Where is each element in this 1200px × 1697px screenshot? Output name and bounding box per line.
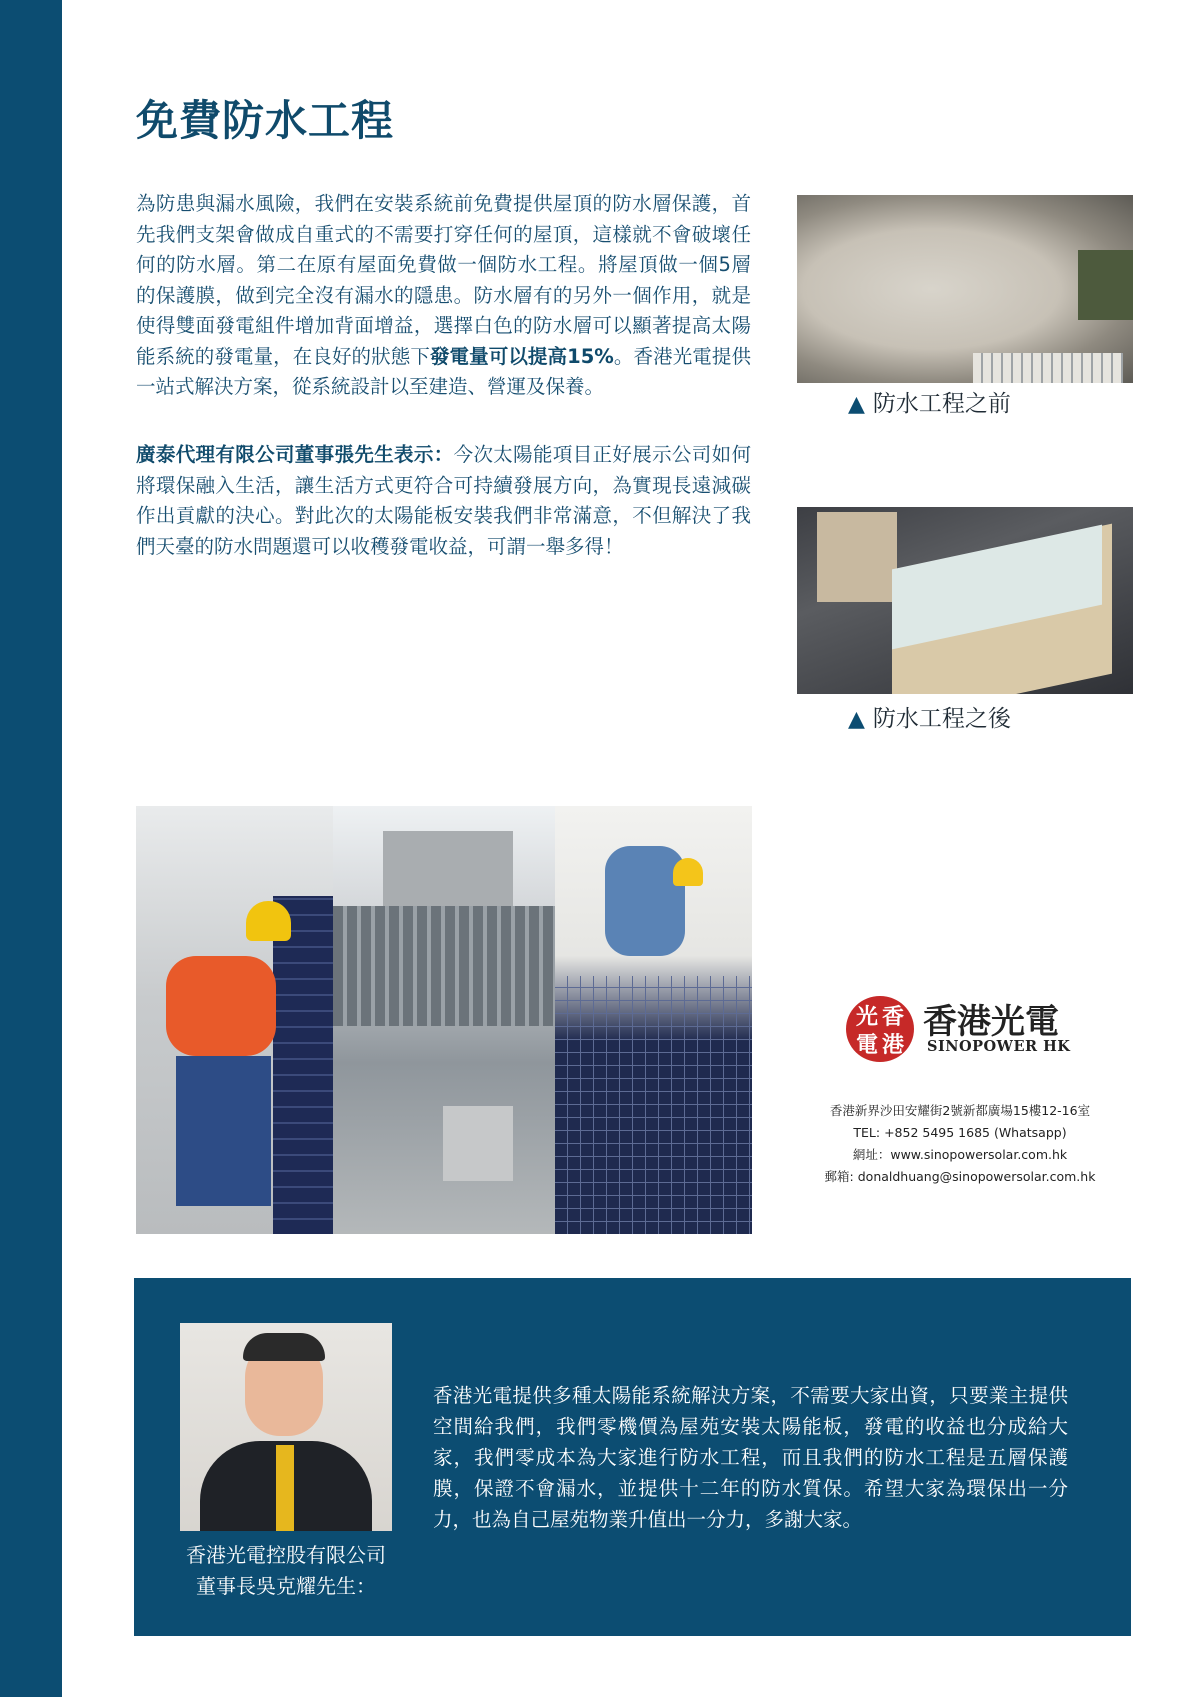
city-buildings (383, 831, 513, 906)
logo-chinese-name: 香港光電 (923, 1002, 1059, 1042)
contact-email: 郵箱: donaldhuang@sinopowersolar.com.hk (824, 1169, 1096, 1184)
hard-hat (246, 901, 291, 941)
chairman-caption (160, 1540, 412, 1602)
seal-char: 光 (856, 1004, 879, 1030)
neighbor-building (817, 512, 897, 602)
description-text: 為防患與漏水風險，我們在安裝系統前免費提供屋頂的防水層保護，首先我們支架會做成自重式的不需要打穿任何的屋頂，這樣就不會破壞任何的防水層。第二在原有屋面免費做一個防水工程。將屋頂做一個5層的保護膜，做到完全沒有漏水的隱患。防水層有的另外一個作用，就是使得雙面發電組件增加背面增益，選擇白色的防水層可以顯著提高太陽能系統的發電量，在良好的狀態下 (136, 192, 751, 368)
testimonial-paragraph (136, 440, 751, 562)
chairman-statement: 香港光電提供多種太陽能系統解決方案，不需要大家出資，只要業主提供空間給我們，我們零機價為屋苑安裝太陽能板，發電的收益也分成給大家，我們零成本為大家進行防水工程，而且我們的防水工程是五層保護膜，保證不會漏水，並提供十二年的防水質保。希望大家為環保出一分力，也為自己屋苑物業升值出一分力，多謝大家。 (433, 1384, 1068, 1531)
page-title: 免費防水工程 (136, 96, 395, 145)
description-end: 。香港光電提供一站式解決方案，從系統設計以至建造、營運及保養。 (136, 344, 751, 398)
caption-before-text: 防水工程之前 (872, 391, 1011, 417)
installation-photo-3 (555, 806, 752, 1234)
solar-panel-grid (555, 976, 752, 1234)
chairman-company: 香港光電控股有限公司 (186, 1543, 386, 1567)
contact-address: 香港新界沙田安耀街2號新都廣場15樓12-16室 (829, 1103, 1091, 1118)
caption-before (848, 385, 1011, 418)
triangle-icon: ▲ (848, 707, 865, 732)
seal-char: 電 (856, 1032, 879, 1058)
worker-body (605, 846, 685, 956)
panel-racks (333, 906, 555, 1026)
logo-english-name: SINOPOWER HK (927, 1038, 1071, 1055)
contact-tel: TEL: +852 5495 1685 (Whatsapp) (853, 1125, 1067, 1140)
hair (243, 1333, 325, 1361)
roof-parapet (973, 353, 1123, 383)
caption-after-text: 防水工程之後 (872, 706, 1011, 732)
contact-website: 網址：www.sinopowersolar.com.hk (852, 1147, 1068, 1162)
company-logo (846, 994, 1076, 1064)
seal-char: 香 (882, 1004, 905, 1030)
worker-body (166, 956, 276, 1056)
roof-after-photo (797, 507, 1133, 694)
chairman-portrait (180, 1323, 392, 1531)
tie (276, 1445, 294, 1531)
testimonial-speaker: 廣泰代理有限公司董事張先生表示： (136, 443, 454, 466)
seal-logo-icon (846, 996, 914, 1062)
seal-char: 港 (882, 1032, 905, 1058)
waterproof-description (136, 189, 751, 403)
contact-info (790, 1100, 1130, 1188)
concrete-base (443, 1106, 513, 1181)
left-accent-bar (0, 0, 62, 1697)
roof-corner (1078, 250, 1133, 320)
installation-photo-1 (136, 806, 333, 1234)
testimonial-text: 今次太陽能項目正好展示公司如何將環保融入生活，讓生活方式更符合可持續發展方向，為實現長遠減碳作出貢獻的決心。對此次的太陽能板安裝我們非常滿意，不但解決了我們天臺的防水問題還可以收穫發電收益，可謂一舉多得！ (136, 443, 751, 558)
chairman-title: 董事長吳克耀先生： (196, 1574, 376, 1598)
roof-before-photo (797, 195, 1133, 383)
solar-panel (273, 896, 333, 1234)
hard-hat (673, 858, 703, 886)
worker-legs (176, 1056, 271, 1206)
installation-photo-2 (333, 806, 555, 1234)
highlight-text: 發電量可以提高15% (429, 344, 614, 368)
triangle-icon: ▲ (848, 392, 865, 417)
caption-after (848, 700, 1011, 733)
